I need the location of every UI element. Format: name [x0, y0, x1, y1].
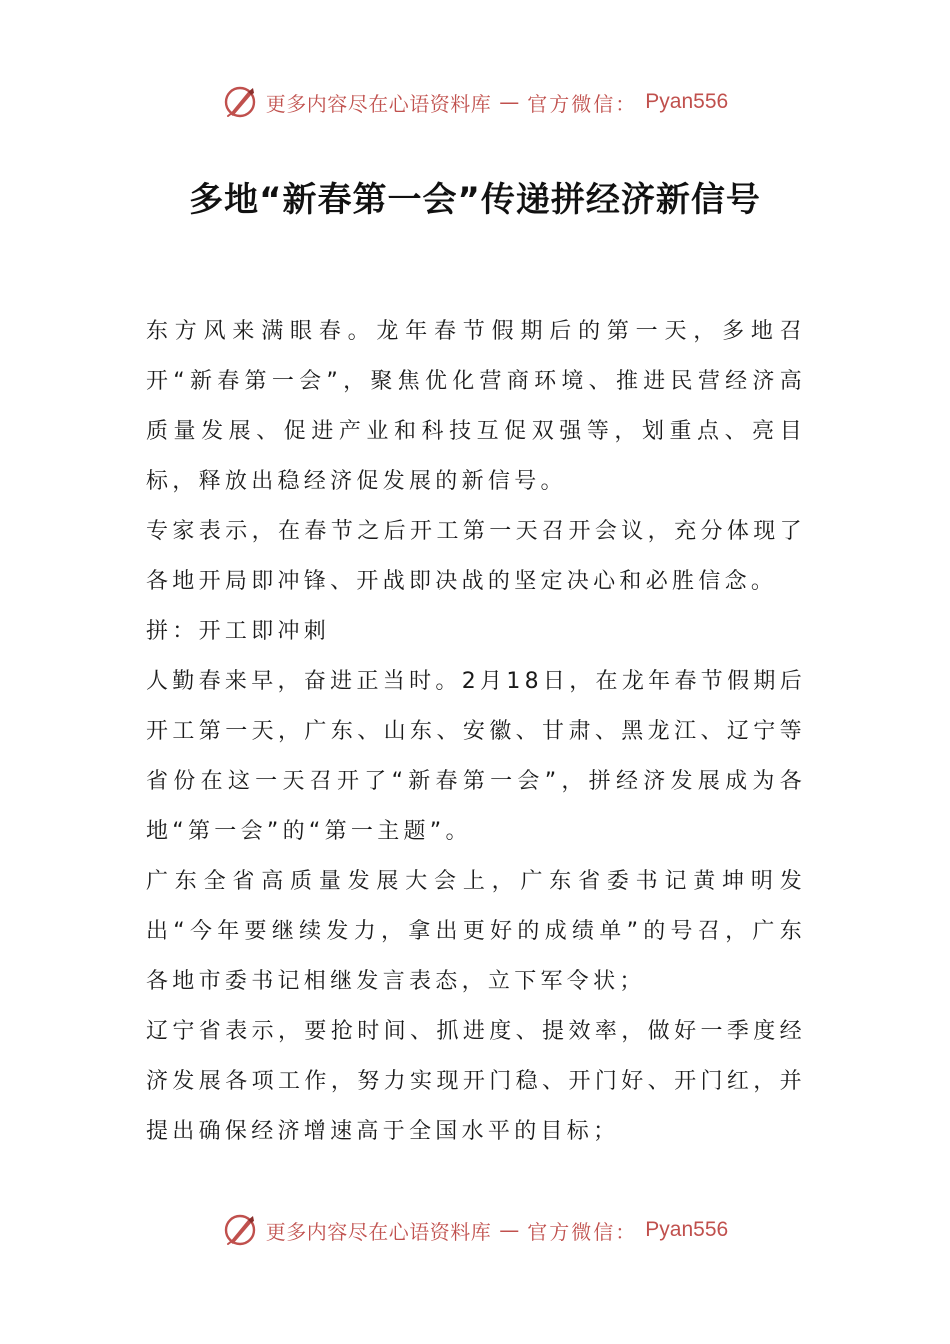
watermark-wechat-label: 官方微信： — [527, 1219, 638, 1244]
quill-pen-logo-icon — [222, 84, 258, 120]
section-heading: 拼：开工即冲刺 — [146, 619, 331, 644]
document-body — [146, 307, 806, 1157]
paragraph: 专家表示，在春节之后开工第一天召开会议，充分体现了各地开局即冲锋、开战即决战的坚定决心和必胜信念。 — [146, 519, 806, 594]
watermark-promo-text: 更多内容尽在心语资料库 — [265, 1219, 492, 1244]
watermark-wechat-id: Pyan556 — [645, 90, 729, 113]
watermark-wechat-label: 官方微信： — [527, 91, 638, 116]
paragraph: 东方风来满眼春。龙年春节假期后的第一天，多地召开“新春第一会”，聚焦优化营商环境、推进民营经济高质量发展、促进产业和科技互促双强等，划重点、亮目标，释放出稳经济促发展的新信号。 — [146, 319, 806, 494]
watermark-banner-bottom — [0, 1208, 950, 1252]
paragraph: 广东全省高质量发展大会上，广东省委书记黄坤明发出“今年要继续发力，拿出更好的成绩单”的号召，广东各地市委书记相继发言表态，立下军令状； — [146, 869, 806, 994]
document-title: 多地“新春第一会”传递拼经济新信号 — [189, 180, 761, 220]
watermark-separator: — — [499, 90, 520, 114]
quill-pen-logo-icon — [222, 1212, 258, 1248]
paragraph: 辽宁省表示，要抢时间、抓进度、提效率，做好一季度经济发展各项工作，努力实现开门稳、开门好、开门红，并提出确保经济增速高于全国水平的目标； — [146, 1019, 806, 1144]
watermark-banner-top — [0, 80, 950, 124]
watermark-wechat-id: Pyan556 — [645, 1218, 729, 1241]
paragraph: 人勤春来早，奋进正当时。2月18日，在龙年春节假期后开工第一天，广东、山东、安徽、甘肃、黑龙江、辽宁等省份在这一天召开了“新春第一会”，拼经济发展成为各地“第一会”的“第一主题”。 — [146, 669, 806, 844]
watermark-promo-text: 更多内容尽在心语资料库 — [265, 91, 492, 116]
watermark-separator: — — [499, 1218, 520, 1242]
